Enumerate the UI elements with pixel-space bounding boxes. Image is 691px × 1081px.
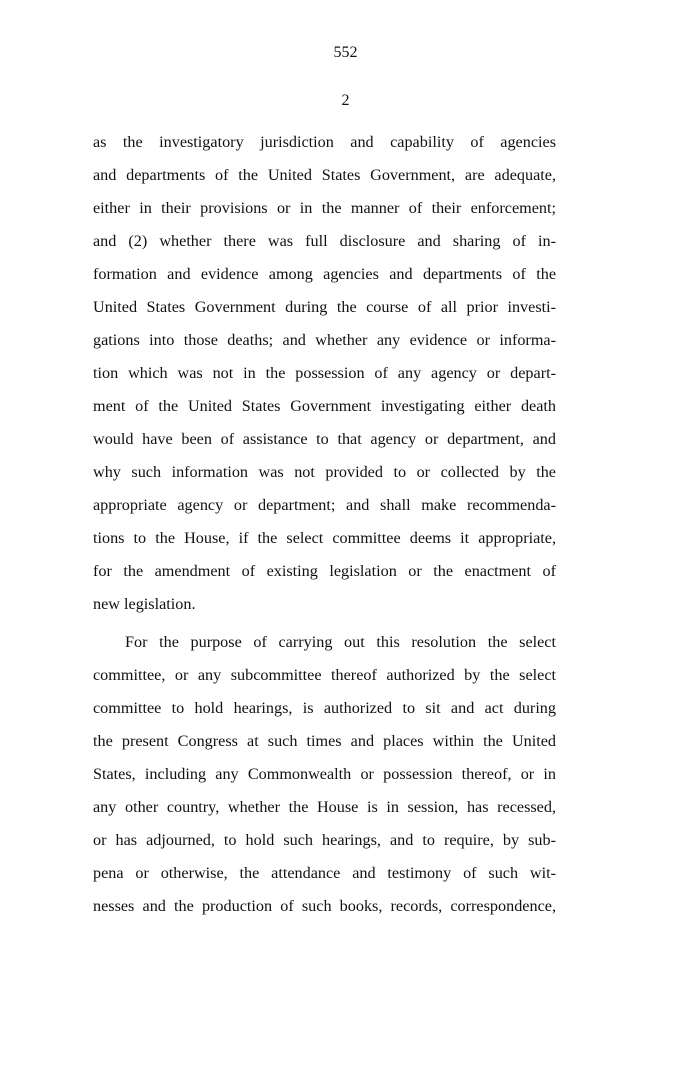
text-line: or has adjourned, to hold such hearings, and to require, by sub-: [93, 831, 556, 849]
text-line: committee, or any subcommittee thereof authorized by the select: [93, 666, 556, 684]
text-line: States, including any Commonwealth or possession thereof, or in: [93, 765, 556, 783]
text-line: United States Government during the course of all prior investi-: [93, 298, 556, 316]
text-line: and (2) whether there was full disclosure and sharing of in-: [93, 232, 556, 250]
paragraph-1: [93, 128, 556, 623]
text-line: ment of the United States Government investigating either death: [93, 397, 556, 415]
text-line: pena or otherwise, the attendance and testimony of such wit-: [93, 864, 556, 882]
text-line: new legislation.: [93, 595, 196, 613]
text-line: any other country, whether the House is in session, has recessed,: [93, 798, 556, 816]
text-line: either in their provisions or in the manner of their enforcement;: [93, 199, 556, 217]
section-number: 2: [341, 92, 350, 109]
body-text: [93, 128, 556, 925]
text-line: nesses and the production of such books, records, correspondence,: [93, 897, 556, 915]
text-line: gations into those deaths; and whether any evidence or informa-: [93, 331, 556, 349]
text-line: for the amendment of existing legislation or the enactment of: [93, 562, 556, 580]
paragraph-2: [93, 628, 556, 925]
text-line: tions to the House, if the select committee deems it appropriate,: [93, 529, 556, 547]
page-number: 552: [333, 44, 358, 61]
text-line: For the purpose of carrying out this resolution the select: [125, 633, 556, 651]
text-line: formation and evidence among agencies and departments of the: [93, 265, 556, 283]
text-line: the present Congress at such times and places within the United: [93, 732, 556, 750]
text-line: appropriate agency or department; and shall make recommenda-: [93, 496, 556, 514]
text-line: why such information was not provided to or collected by the: [93, 463, 556, 481]
text-line: tion which was not in the possession of any agency or depart-: [93, 364, 556, 382]
text-line: committee to hold hearings, is authorized to sit and act during: [93, 699, 556, 717]
text-line: and departments of the United States Government, are adequate,: [93, 166, 556, 184]
text-line: would have been of assistance to that agency or department, and: [93, 430, 556, 448]
text-line: as the investigatory jurisdiction and capability of agencies: [93, 133, 556, 151]
